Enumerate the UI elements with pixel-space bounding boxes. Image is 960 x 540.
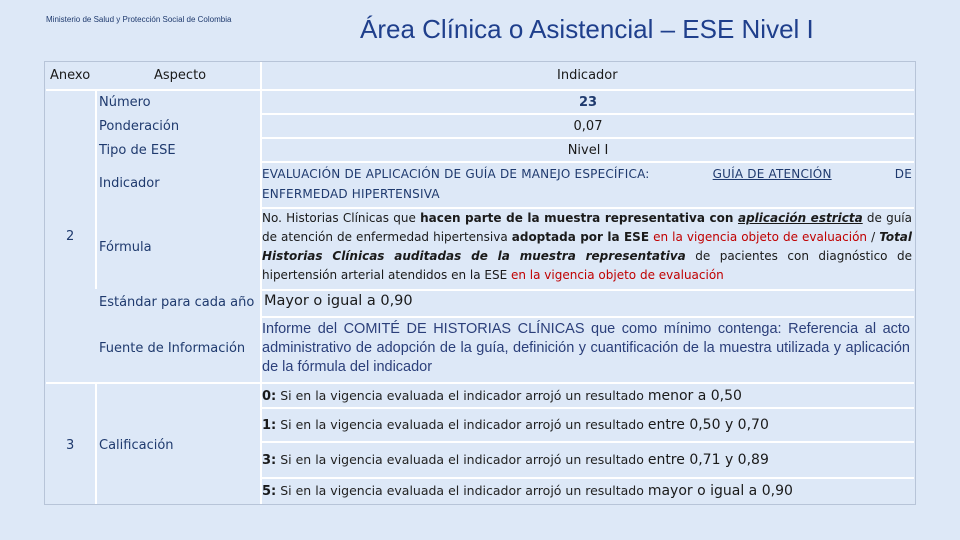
score-5-value: mayor o igual a 0,90 [647,483,793,499]
score-3: 3: [262,453,277,468]
indicador-text-c: DE [894,167,912,181]
label-tipo-ese: Tipo de ESE [99,143,176,158]
row-divider [262,113,914,115]
score-1-value: entre 0,50 y 0,70 [647,417,769,433]
label-calificacion: Calificación [99,438,174,453]
calificacion-item [262,481,793,501]
formula-t4: de guía de atención de enfermedad hipertensiva [262,211,912,244]
formula-t10: en la vigencia objeto de evaluación [510,268,724,282]
value-estandar: Mayor o igual a 0,90 [264,293,413,309]
score-5: 5: [262,484,277,499]
row-divider [46,89,914,91]
column-divider [95,91,97,289]
row-divider [262,441,914,443]
formula-t6: en la vigencia objeto de evaluación [649,230,868,244]
score-0-value: menor a 0,50 [647,388,742,404]
row-divider [262,316,914,318]
label-ponderacion: Ponderación [99,119,180,134]
formula-t3: aplicación estricta [737,211,863,225]
value-formula [262,209,912,285]
column-header-indicador: Indicador [557,68,618,83]
score-0: 0: [262,389,277,404]
indicador-text-d: ENFERMEDAD HIPERTENSIVA [262,187,440,201]
page-title: Área Clínica o Asistencial – ESE Nivel I [360,14,814,44]
row-divider [262,289,914,291]
label-formula: Fórmula [99,240,152,255]
calificacion-item [262,450,769,470]
score-5-text: Si en la vigencia evaluada el indicador arrojó un resultado [276,483,648,498]
score-3-text: Si en la vigencia evaluada el indicador arrojó un resultado [276,452,648,467]
score-0-text: Si en la vigencia evaluada el indicador arrojó un resultado [276,388,648,403]
formula-t8: Total Historias Clínicas auditadas de la muestra representativa [262,230,913,263]
value-fuente: Informe del COMITÉ DE HISTORIAS CLÍNICAS que como mínimo contenga: Referencia al acto administrativo de adopción de la guía, definición y cuantificación de la muestra utilizada y aplicación de la fórmula del indicador [262,321,910,375]
calificacion-item [262,415,769,435]
label-estandar: Estándar para cada año [99,295,255,310]
anexo-3: 3 [66,438,75,453]
formula-t9: de pacientes con diagnóstico de hipertensión arterial atendidos en la ESE [262,249,912,282]
value-indicador [262,164,912,204]
row-divider [46,382,914,384]
column-header-aspecto: Aspecto [154,68,207,83]
formula-t5: adoptada por la ESE [511,230,650,244]
column-header-anexo: Anexo [50,68,91,83]
label-indicador: Indicador [99,176,160,191]
score-3-value: entre 0,71 y 0,89 [647,452,769,468]
indicador-text-a: EVALUACIÓN DE APLICACIÓN DE GUÍA DE MANEJO ESPECÍFICA: [262,167,650,181]
row-divider [262,161,914,163]
score-1-text: Si en la vigencia evaluada el indicador arrojó un resultado [276,417,648,432]
value-tipo-ese: Nivel I [567,143,609,158]
row-divider [262,137,914,139]
value-numero: 23 [578,95,598,110]
row-divider [262,407,914,409]
formula-t2: hacen parte de la muestra representativa con [420,211,738,225]
column-divider [95,384,97,504]
label-numero: Número [99,95,151,110]
indicador-text-b: GUÍA DE ATENCIÓN [712,167,832,181]
calificacion-item [262,386,742,406]
value-ponderacion: 0,07 [573,119,603,134]
ministry-label: Ministerio de Salud y Protección Social de Colombia [46,15,232,24]
score-1: 1: [262,418,277,433]
label-fuente: Fuente de Información [99,341,246,356]
anexo-2: 2 [66,229,75,244]
formula-t1: No. Historias Clínicas que [262,211,421,225]
row-divider [262,477,914,479]
formula-t7: / [867,230,880,244]
